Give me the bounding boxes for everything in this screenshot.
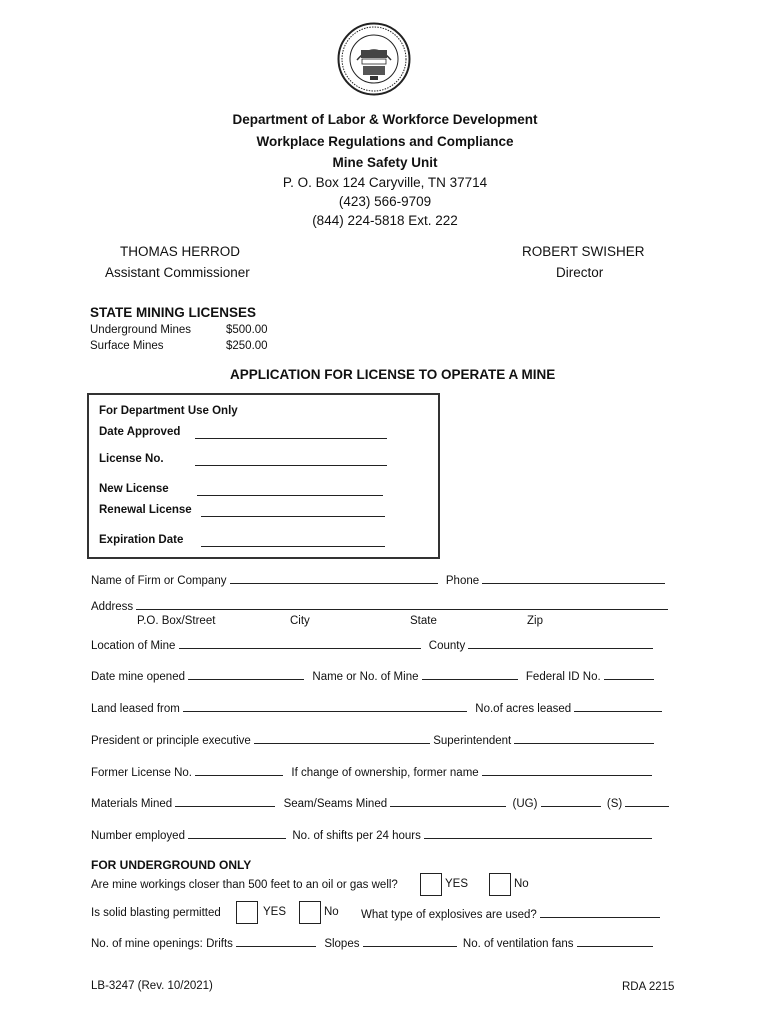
q1-no-label: No [514, 878, 529, 890]
employed-field[interactable] [188, 827, 286, 839]
q2-yes-label: YES [263, 906, 287, 918]
former-license-field[interactable] [195, 764, 283, 776]
dept-box-title: For Department Use Only [99, 405, 238, 417]
form-number: LB-3247 (Rev. 10/2021) [91, 980, 213, 992]
location-label: Location of Mine [91, 640, 176, 652]
renewal-license-label: Renewal License [99, 504, 192, 516]
row-former-license [91, 764, 652, 780]
official-left-title: Assistant Commissioner [105, 265, 250, 280]
shifts-label: No. of shifts per 24 hours [292, 830, 421, 842]
acres-field[interactable] [574, 700, 662, 712]
row-materials [91, 795, 669, 811]
address-sub-state: State [410, 615, 437, 627]
address-field[interactable] [136, 598, 668, 610]
president-label: President or principle executive [91, 735, 251, 747]
superintendent-label: Superintendent [433, 735, 512, 747]
row-land-leased [91, 700, 662, 716]
mine-name-label: Name or No. of Mine [312, 671, 419, 683]
firm-field[interactable] [230, 572, 438, 584]
president-field[interactable] [254, 732, 430, 744]
row-openings [91, 935, 653, 951]
q2-yes-checkbox[interactable] [236, 901, 258, 924]
federal-id-label: Federal ID No. [525, 671, 601, 683]
land-leased-field[interactable] [183, 700, 467, 712]
unit-name: Mine Safety Unit [332, 155, 438, 170]
phone-number-1: (423) 566-9709 [338, 194, 432, 209]
county-label: County [428, 640, 466, 652]
date-opened-field[interactable] [188, 668, 304, 680]
drifts-label: No. of mine openings: Drifts [91, 938, 233, 950]
official-left-name: THOMAS HERROD [120, 244, 241, 259]
vent-label: No. of ventilation fans [462, 938, 574, 950]
mine-name-field[interactable] [422, 668, 518, 680]
new-license-field[interactable] [197, 484, 383, 496]
acres-label: No.of acres leased [475, 703, 572, 715]
former-license-label: Former License No. [91, 767, 192, 779]
underground-heading: FOR UNDERGROUND ONLY [91, 858, 252, 872]
land-leased-label: Land leased from [91, 703, 180, 715]
county-field[interactable] [468, 637, 653, 649]
expiration-date-field[interactable] [201, 535, 385, 547]
row-employed [91, 827, 652, 843]
address-sub-zip: Zip [527, 615, 543, 627]
seams-label: Seam/Seams Mined [283, 798, 388, 810]
row-location [91, 637, 653, 653]
official-right-title: Director [556, 265, 604, 280]
new-license-label: New License [99, 483, 169, 495]
s-label: (S) [606, 798, 623, 810]
drifts-field[interactable] [236, 935, 316, 947]
explosives-row [361, 906, 660, 921]
q1-yes-checkbox[interactable] [420, 873, 442, 896]
federal-id-field[interactable] [604, 668, 654, 680]
division-name: Workplace Regulations and Compliance [256, 134, 514, 149]
explosives-label: What type of explosives are used? [361, 909, 537, 921]
license-no-field[interactable] [195, 454, 387, 466]
date-approved-label: Date Approved [99, 426, 181, 438]
q1-label: Are mine workings closer than 500 feet to an oil or gas well? [91, 879, 398, 891]
q2-no-label: No [324, 906, 339, 918]
q1-no-checkbox[interactable] [489, 873, 511, 896]
expiration-date-label: Expiration Date [99, 534, 184, 546]
slopes-label: Slopes [324, 938, 360, 950]
phone-number-2: (844) 224-5818 Ext. 222 [312, 213, 458, 228]
slopes-field[interactable] [363, 935, 457, 947]
rda-number: RDA 2215 [622, 981, 675, 993]
materials-field[interactable] [175, 795, 275, 807]
ug-label: (UG) [512, 798, 538, 810]
department-use-box [87, 393, 440, 559]
row-date-opened [91, 668, 654, 684]
licenses-heading: STATE MINING LICENSES [90, 305, 257, 320]
phone-label: Phone [445, 575, 480, 587]
firm-label: Name of Firm or Company [91, 575, 227, 587]
date-opened-label: Date mine opened [91, 671, 185, 683]
q2-no-checkbox[interactable] [299, 901, 321, 924]
official-right-name: ROBERT SWISHER [522, 244, 645, 259]
employed-label: Number employed [91, 830, 185, 842]
address-label: Address [91, 601, 134, 613]
license-label-surface: Surface Mines [90, 340, 164, 352]
address-sub-city: City [290, 615, 310, 627]
vent-field[interactable] [577, 935, 653, 947]
form-title: APPLICATION FOR LICENSE TO OPERATE A MINE [230, 367, 556, 382]
license-fee-surface: $250.00 [226, 340, 268, 352]
q2-label: Is solid blasting permitted [91, 907, 221, 919]
row-president [91, 732, 654, 748]
seams-field[interactable] [390, 795, 506, 807]
superintendent-field[interactable] [514, 732, 654, 744]
renewal-license-field[interactable] [201, 505, 385, 517]
location-field[interactable] [179, 637, 421, 649]
row-address [91, 598, 668, 614]
license-label-underground: Underground Mines [90, 324, 192, 336]
tennessee-seal-icon [337, 22, 411, 96]
license-fee-underground: $500.00 [226, 324, 268, 336]
former-owner-field[interactable] [482, 764, 652, 776]
license-no-label: License No. [99, 453, 164, 465]
row-firm [91, 572, 665, 588]
date-approved-field[interactable] [195, 427, 387, 439]
materials-label: Materials Mined [91, 798, 173, 810]
q1-yes-label: YES [445, 878, 469, 890]
explosives-field[interactable] [540, 906, 660, 918]
s-field[interactable] [625, 795, 669, 807]
ug-field[interactable] [541, 795, 601, 807]
department-name: Department of Labor & Workforce Development [232, 112, 538, 127]
address-sub-street: P.O. Box/Street [137, 615, 216, 627]
shifts-field[interactable] [424, 827, 652, 839]
phone-field[interactable] [482, 572, 665, 584]
mailing-address: P. O. Box 124 Caryville, TN 37714 [282, 175, 488, 190]
former-owner-label: If change of ownership, former name [291, 767, 479, 779]
